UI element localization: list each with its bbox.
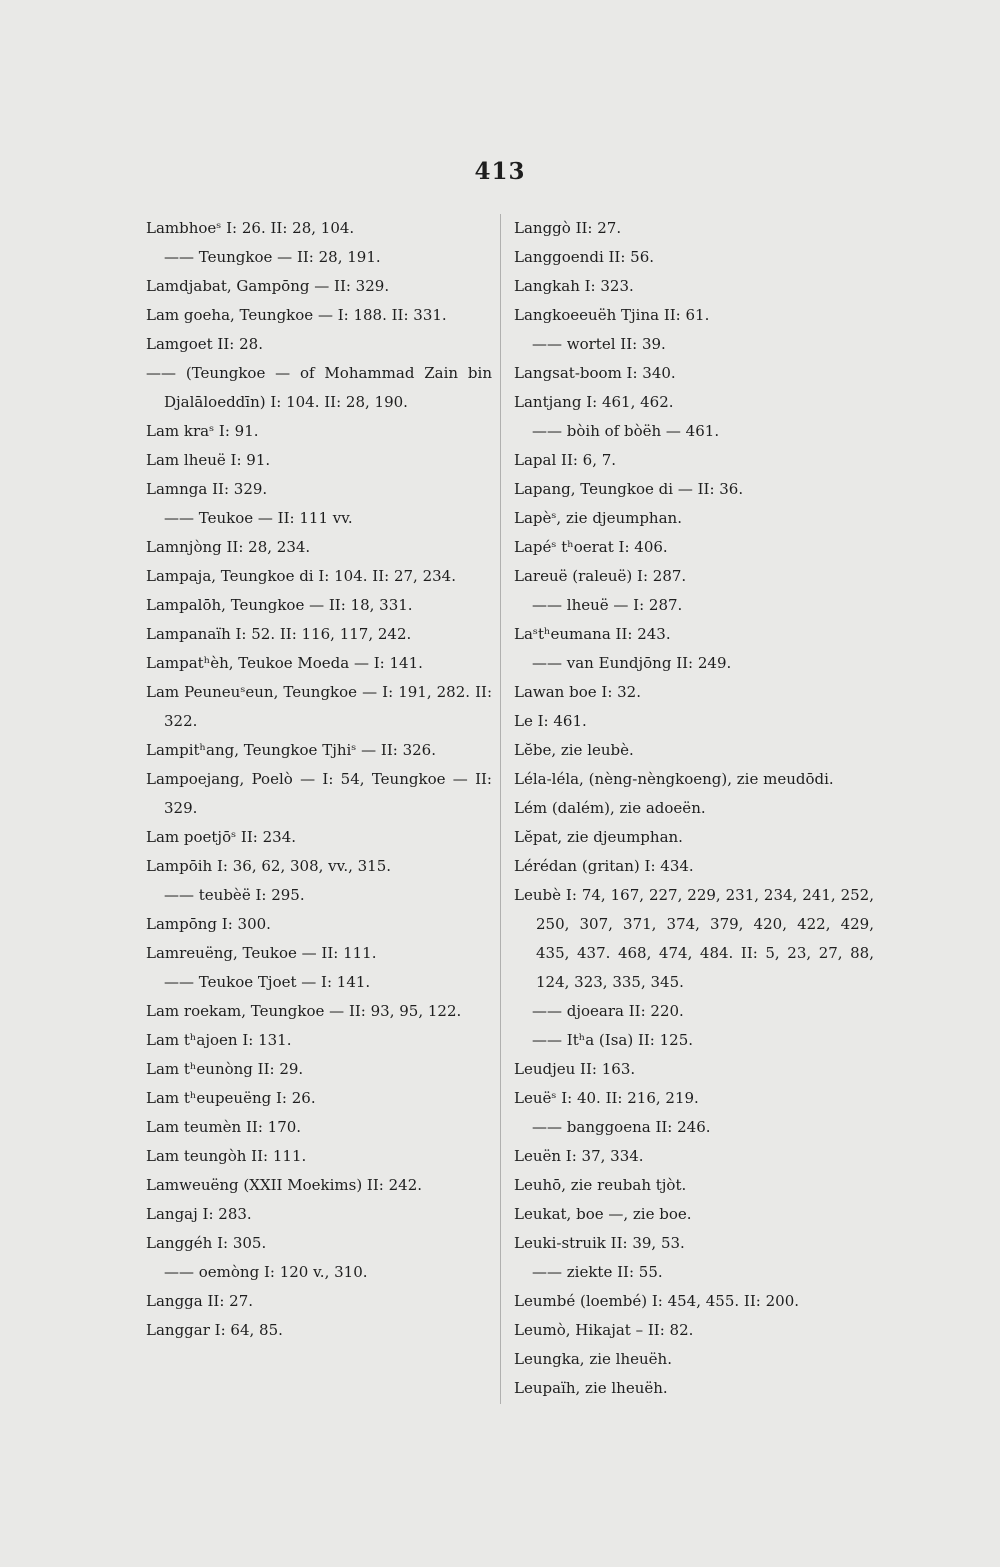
index-entry: Lampōng I: 300. — [146, 915, 271, 933]
index-entry: Lampanaïh I: 52. II: 116, 117, 242. — [146, 625, 412, 643]
index-entry: Lamnga II: 329. — [146, 480, 268, 498]
index-entry: —— bòih of bòëh — 461. — [532, 422, 720, 440]
index-entry: Langga II: 27. — [146, 1292, 254, 1310]
index-entry: —— djoeara II: 220. — [532, 1002, 684, 1020]
index-entry: Lam goeha, Teungkoe — I: 188. II: 331. — [146, 306, 447, 324]
index-entry: —— Itʰa (Isa) II: 125. — [532, 1031, 694, 1049]
index-entry: —— (Teungkoe — of Mohammad Zain bin Djalāloeddīn) I: 104. II: 28, 190. — [146, 364, 497, 411]
index-entry: —— lheuë — I: 287. — [532, 596, 683, 614]
index-entry: Lampatʰèh, Teukoe Moeda — I: 141. — [146, 654, 423, 672]
index-entry: Leuëˢ I: 40. II: 216, 219. — [514, 1089, 699, 1107]
index-entry: Leungka, zie lheuëh. — [514, 1350, 672, 1368]
index-column-left — [146, 214, 497, 1345]
index-entry: Lam roekam, Teungkoe — II: 93, 95, 122. — [146, 1002, 462, 1020]
index-entry: Lam teungòh II: 111. — [146, 1147, 307, 1165]
index-entry: Lantjang I: 461, 462. — [514, 393, 674, 411]
index-entry: —— Teukoe — II: 111 vv. — [164, 509, 353, 527]
index-entry: —— Teungkoe — II: 28, 191. — [164, 248, 381, 266]
index-entry: Le I: 461. — [514, 712, 587, 730]
index-entry: —— oemòng I: 120 v., 310. — [164, 1263, 368, 1281]
index-entry: Leudjeu II: 163. — [514, 1060, 636, 1078]
index-entry: Lapéˢ tʰoerat I: 406. — [514, 538, 668, 556]
index-entry: Lampalōh, Teungkoe — II: 18, 331. — [146, 596, 413, 614]
index-entry: Lam tʰeupeuëng I: 26. — [146, 1089, 316, 1107]
index-entry: Langkah I: 323. — [514, 277, 634, 295]
index-entry: Lampaja, Teungkoe di I: 104. II: 27, 234. — [146, 567, 456, 585]
index-entry: Langgéh I: 305. — [146, 1234, 267, 1252]
index-entry: —— wortel II: 39. — [532, 335, 666, 353]
index-entry: Lém (dalém), zie adoeën. — [514, 799, 706, 817]
index-entry: Léla-léla, (nèng-nèngkoeng), zie meudōdi. — [514, 770, 834, 788]
index-entry: Leuki-struik II: 39, 53. — [514, 1234, 685, 1252]
index-entry: Lawan boe I: 32. — [514, 683, 641, 701]
index-entry: Lĕbe, zie leubè. — [514, 741, 634, 759]
page-number: 413 — [474, 158, 526, 185]
index-entry: Lapang, Teungkoe di — II: 36. — [514, 480, 744, 498]
index-entry: Lam tʰajoen I: 131. — [146, 1031, 292, 1049]
index-entry: Leubè I: 74, 167, 227, 229, 231, 234, 241, 252, 250, 307, 371, 374, 379, 420, 422, 429, 435, 437. 468, 474, 484. II: 5, 23, 27, 88, 124, 323, 335, 345. — [514, 886, 879, 991]
index-entry: Leukat, boe —, zie boe. — [514, 1205, 692, 1223]
index-entry: Lamnjòng II: 28, 234. — [146, 538, 311, 556]
index-entry: Lamgoet II: 28. — [146, 335, 263, 353]
index-entry: Lam Peuneuˢeun, Teungkoe — I: 191, 282. II: 322. — [146, 683, 497, 730]
index-entry: Lĕpat, zie djeumphan. — [514, 828, 683, 846]
index-entry: Lam poetjōˢ II: 234. — [146, 828, 297, 846]
index-entry: Lapèˢ, zie djeumphan. — [514, 509, 682, 527]
index-entry: Lam lheuë I: 91. — [146, 451, 271, 469]
index-entry: Lampoejang, Poelò — I: 54, Teungkoe — II: 329. — [146, 770, 497, 817]
index-entry: Lareuë (raleuë) I: 287. — [514, 567, 687, 585]
index-entry: Lam tʰeunòng II: 29. — [146, 1060, 304, 1078]
index-entry: Lambhoeˢ I: 26. II: 28, 104. — [146, 219, 355, 237]
index-entry: Langgar I: 64, 85. — [146, 1321, 283, 1339]
index-entry: Lam kraˢ I: 91. — [146, 422, 259, 440]
index-entry: Langkoeeuëh Tjina II: 61. — [514, 306, 710, 324]
index-entry: Langsat-boom I: 340. — [514, 364, 676, 382]
index-entry: Lampōih I: 36, 62, 308, vv., 315. — [146, 857, 392, 875]
index-entry: —— banggoena II: 246. — [532, 1118, 711, 1136]
index-entry: Lampitʰang, Teungkoe Tjhiˢ — II: 326. — [146, 741, 436, 759]
index-entry: Laˢtʰeumana II: 243. — [514, 625, 671, 643]
index-entry: Lamweuëng (XXII Moekims) II: 242. — [146, 1176, 423, 1194]
index-entry: —— teubèë I: 295. — [164, 886, 305, 904]
index-entry: Lapal II: 6, 7. — [514, 451, 617, 469]
index-entry: Langgò II: 27. — [514, 219, 622, 237]
index-entry: Lamreuëng, Teukoe — II: 111. — [146, 944, 377, 962]
index-entry: Langaj I: 283. — [146, 1205, 252, 1223]
index-entry: —— Teukoe Tjoet — I: 141. — [164, 973, 371, 991]
index-entry: Leupaïh, zie lheuëh. — [514, 1379, 668, 1397]
index-entry: Leumò, Hikajat – II: 82. — [514, 1321, 694, 1339]
index-entry: Leumbé (loembé) I: 454, 455. II: 200. — [514, 1292, 799, 1310]
index-entry: —— van Eundjōng II: 249. — [532, 654, 732, 672]
index-entry: Lamdjabat, Gampōng — II: 329. — [146, 277, 390, 295]
index-entry: Lérédan (gritan) I: 434. — [514, 857, 694, 875]
index-column-right — [514, 214, 879, 1403]
index-entry: Lam teumèn II: 170. — [146, 1118, 302, 1136]
index-entry: Leuën I: 37, 334. — [514, 1147, 644, 1165]
index-entry: —— ziekte II: 55. — [532, 1263, 663, 1281]
index-entry: Leuhō, zie reubah tjòt. — [514, 1176, 687, 1194]
column-divider — [500, 214, 501, 1404]
index-entry: Langgoendi II: 56. — [514, 248, 655, 266]
